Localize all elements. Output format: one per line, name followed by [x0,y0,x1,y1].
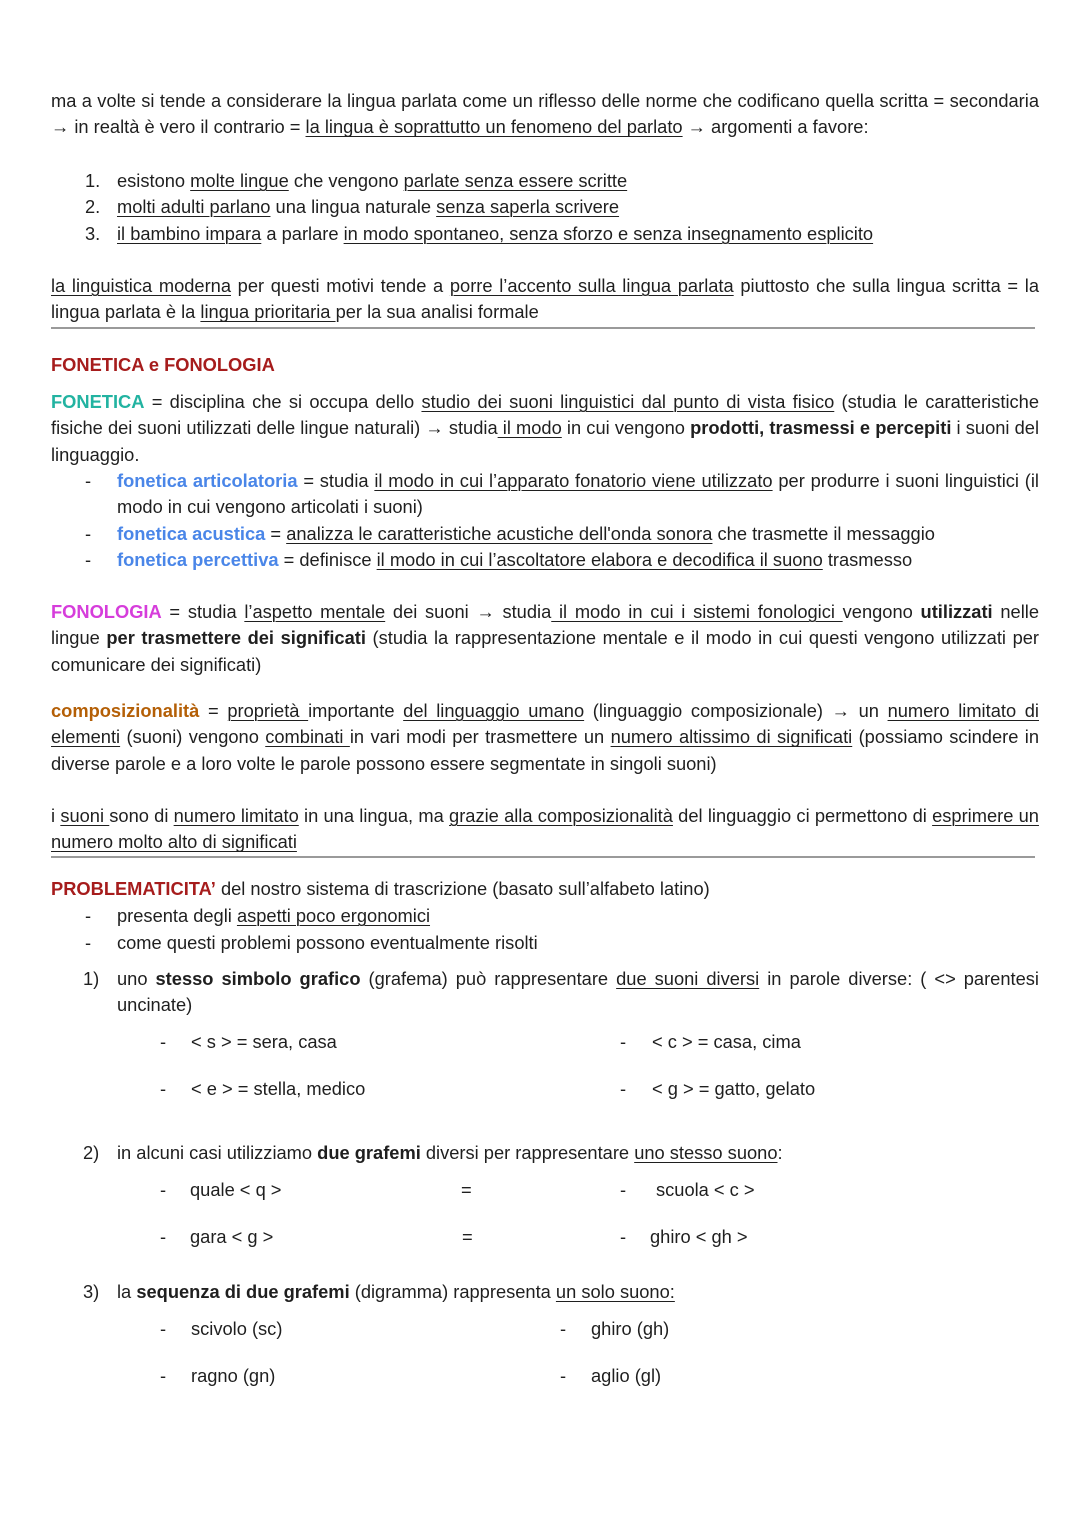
fonetica-paragraph [51,389,1039,468]
equals-sign: = [462,1226,473,1247]
example-item: aglio (gl) [591,1365,662,1386]
dash-bullet: - [85,905,92,926]
dash-bullet: - [85,932,92,953]
dash-bullet: - [85,549,92,570]
dash-bullet: - [160,1226,167,1247]
text-run: a parlare [261,223,344,244]
divider [51,856,1035,858]
list-item [117,194,619,220]
bold-text: sequenza di due grafemi [136,1281,350,1302]
underlined-text: in modo spontaneo, senza sforzo e senza insegnamento esplicito [343,223,874,244]
text-run: nelle lingue [51,601,1039,649]
text-run: i suoni del linguaggio. [51,417,1040,465]
text-run: che vengono [288,170,404,191]
text-run: trasmesso [822,549,913,570]
point-3-text [117,1279,675,1305]
example-item: scuola < c > [656,1179,755,1200]
underlined-text: numero limitato [173,805,299,826]
example-item: ragno (gn) [191,1365,276,1386]
text-run: che trasmette il messaggio [712,523,935,544]
text-run: in cui vengono [561,417,691,439]
fonetica-acustica-item [117,521,935,547]
term-label: fonetica percettiva [117,549,279,570]
text-run: uno [117,968,156,989]
underlined-text: esprimere un numero molto alto di significati [51,805,1039,853]
underlined-text: uno stesso suono [634,1142,778,1163]
underlined-text: la lingua è soprattutto un fenomeno del parlato [305,116,683,138]
text-run: = [199,700,228,721]
underlined-text: il modo in cui i sistemi fonologici [551,601,843,622]
underlined-text: numero altissimo di significati [610,726,853,748]
dash-bullet: - [620,1031,627,1052]
example-item: gara < g > [190,1226,274,1247]
bold-text: stesso simbolo grafico [155,968,361,989]
underlined-text: studio dei suoni linguistici dal punto di vista fisico [421,391,835,412]
text-run: = definisce [278,549,377,570]
text-run: in parole diverse: ( <> parentesi uncinate) [117,968,1039,1016]
text-run: (linguaggio composizionale) → un [584,700,888,721]
text-run: (possiamo scindere in diverse parole e a loro volte le parole possono essere segmentate in singoli suoni) [51,726,1039,774]
dash-bullet: - [560,1318,567,1339]
text-run: = studia [297,470,375,491]
underlined-text: senza saperla scrivere [436,196,620,217]
term-label: FONOLOGIA [51,601,162,622]
list-item [117,903,430,929]
underlined-text: suoni [60,805,110,826]
example-item: scivolo (sc) [191,1318,283,1339]
section-heading [51,352,1039,378]
underlined-text: il modo in cui l’ascoltatore elabora e decodifica il suono [376,549,823,570]
dash-bullet: - [85,470,92,491]
problematicita-paragraph [51,876,1039,902]
text-run: del linguaggio ci permettono di [672,805,933,826]
underlined-text: l’aspetto mentale [244,601,386,622]
intro-paragraph [51,88,1039,141]
text-run: diversi per rappresentare [420,1142,635,1163]
divider [51,327,1035,329]
underlined-text: numero limitato di elementi [51,700,1039,748]
underlined-text: grazie alla composizionalità [449,805,673,826]
text-run: esistono [117,170,191,191]
fonologia-paragraph [51,599,1039,678]
dash-bullet: - [160,1318,167,1339]
text-run: la [117,1281,137,1302]
text-run: = disciplina che si occupa dello [144,391,422,412]
bold-text: utilizzati [920,601,993,622]
list-number: 3. [85,223,101,244]
list-item [117,221,873,247]
text-run: (suoni) vengono [120,726,266,748]
dash-bullet: - [560,1365,567,1386]
text-run: (digramma) rappresenta [349,1281,556,1302]
modern-linguistics-paragraph [51,273,1039,326]
text-run: piuttosto che sulla lingua scritta = la lingua parlata è la [51,275,1039,323]
underlined-text: molte lingue [190,170,289,191]
text-run: = studia [161,601,245,622]
text-run: per produrre i suoni linguistici (il modo in cui vengono articolati i suoni) [117,470,1039,518]
text-run: → argomenti a favore: [682,116,869,138]
fonetica-articolatoria-item [117,468,1039,521]
dash-bullet: - [620,1226,627,1247]
underlined-text: combinati [265,726,350,748]
text-run: presenta degli [117,905,237,926]
underlined-text: il bambino impara [117,223,262,244]
dash-bullet: - [620,1179,627,1200]
suoni-paragraph [51,803,1039,856]
example-item: < s > = sera, casa [191,1031,337,1052]
text-run: del nostro sistema di trascrizione (basato sull’alfabeto latino) [215,878,710,899]
text-run: importante [308,700,404,721]
list-item [117,168,627,194]
term-label: PROBLEMATICITA’ [51,878,216,899]
text-run: per la sua analisi formale [335,301,539,323]
point-number: 3) [83,1281,100,1302]
equals-sign: = [461,1179,472,1200]
underlined-text: parlate senza essere scritte [403,170,628,191]
underlined-text: un solo suono: [555,1281,675,1302]
text-run: = [265,523,287,544]
term-label: FONETICA e FONOLOGIA [51,354,275,375]
term-label: composizionalità [51,700,200,721]
bold-text: per trasmettere dei significati [106,627,366,649]
text-run: sono di [109,805,174,826]
list-number: 1. [85,170,101,191]
underlined-text: lingua prioritaria [200,301,336,323]
dash-bullet: - [160,1179,167,1200]
point-2-text [117,1140,783,1166]
dash-bullet: - [160,1365,167,1386]
example-item: < g > = gatto, gelato [652,1078,816,1099]
composizionalita-paragraph [51,698,1039,777]
text-run: una lingua naturale [270,196,437,217]
term-label: FONETICA [51,391,145,412]
text-run: in alcuni casi utilizziamo [117,1142,318,1163]
text-run: in vari modi per trasmettere un [349,726,611,748]
text-run: in una lingua, ma [298,805,450,826]
example-item: ghiro < gh > [650,1226,748,1247]
underlined-text: il modo in cui l’apparato fonatorio viene utilizzato [374,470,773,491]
example-item: quale < q > [190,1179,282,1200]
text-run: i [51,805,61,826]
text-run: : [777,1142,783,1163]
term-label: fonetica articolatoria [117,470,298,491]
text-run: dei suoni → studia [385,601,552,622]
text-run: ma a volte si tende a considerare la lingua parlata come un riflesso delle norme che codificano quella scritta = secondaria → in realtà è vero il contrario = [51,90,1039,138]
dash-bullet: - [160,1031,167,1052]
fonetica-percettiva-item [117,547,912,573]
text-run: per questi motivi tende a [231,275,450,296]
bold-text: prodotti, trasmessi e percepiti [690,417,952,439]
term-label: fonetica acustica [117,523,266,544]
underlined-text: proprietà [227,700,309,721]
underlined-text: analizza le caratteristiche acustiche dell'onda sonora [286,523,713,544]
underlined-text: la linguistica moderna [51,275,231,296]
text-run: (studia le caratteristiche fisiche dei suoni utilizzati delle lingue naturali) → studia [51,391,1039,439]
point-number: 1) [83,968,100,989]
dash-bullet: - [620,1078,627,1099]
text-run: (grafema) può rappresentare [360,968,617,989]
example-item: ghiro (gh) [591,1318,670,1339]
example-item: < c > = casa, cima [652,1031,801,1052]
dash-bullet: - [160,1078,167,1099]
text-run: (studia la rappresentazione mentale e il modo in cui questi vengono utilizzati per comunicare dei significati) [51,627,1040,675]
example-item: < e > = stella, medico [191,1078,366,1099]
underlined-text: molti adulti parlano [117,196,271,217]
underlined-text: due suoni diversi [616,968,760,989]
list-item [117,930,538,956]
underlined-text: del linguaggio umano [403,700,585,721]
text-run: come questi problemi possono eventualmente risolti [117,932,538,953]
text-run: vengono [842,601,921,622]
underlined-text: aspetti poco ergonomici [236,905,431,926]
bold-text: due grafemi [317,1142,421,1163]
dash-bullet: - [85,523,92,544]
point-number: 2) [83,1142,100,1163]
underlined-text: il modo [497,417,562,439]
underlined-text: porre l’accento sulla lingua parlata [449,275,734,296]
point-1-text [117,966,1039,1019]
list-number: 2. [85,196,101,217]
